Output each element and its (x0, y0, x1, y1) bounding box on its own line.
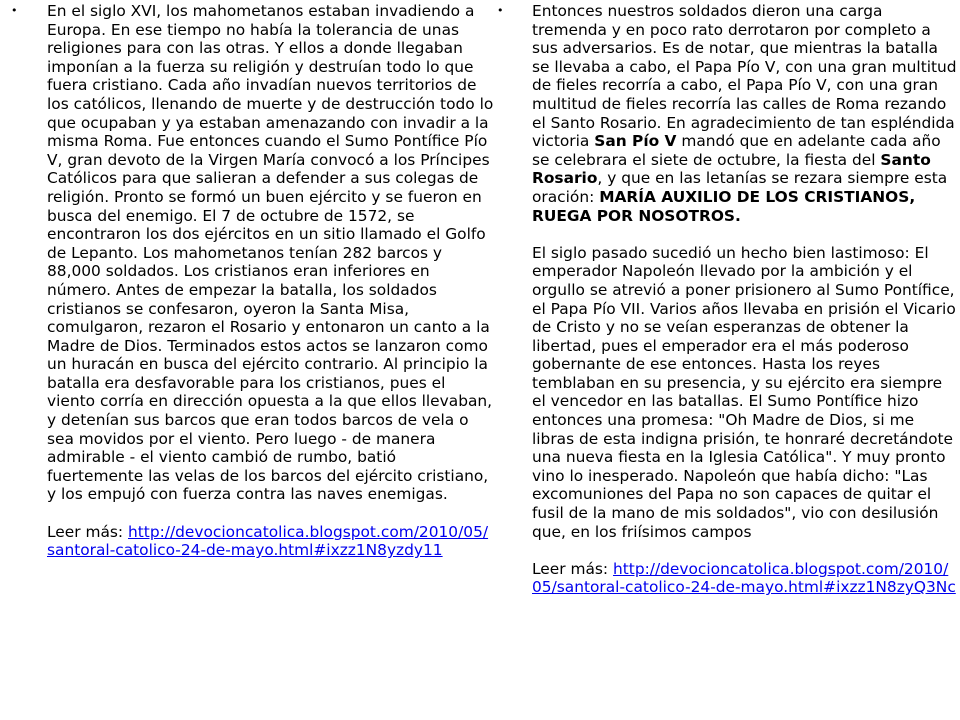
left-bullet-item (27, 2, 495, 560)
read-more-link-right[interactable]: http://devocioncatolica.blogspot.com/2010/05/santoral-catolico-24-de-mayo.html#ixzz1N8zyQ3Nc (532, 559, 956, 597)
read-more-right (532, 560, 958, 597)
read-more-link-left[interactable]: http://devocioncatolica.blogspot.com/2010/05/santoral-catolico-24-de-mayo.html#ixzz1N8yzdy11 (47, 522, 489, 560)
prayer-bold: MARÍA AUXILIO DE LOS CRISTIANOS, RUEGA POR NOSOTROS. (532, 187, 916, 225)
left-column (11, 2, 495, 560)
napoleon-paragraph: El siglo pasado sucedió un hecho bien lastimoso: El emperador Napoleón llevado por la ambición y el orgullo se atrevió a poner prisionero al Sumo Pontífice, el Papa Pío VII. Varios años llevaba en prisión el Vicario de Cristo y no se veían esperanzas de obtener la libertad, pues el emperador era el más poderoso gobernante de ese entonces. Hasta los reyes temblaban en su presencia, y su ejército era siempre el vencedor en las batallas. El Sumo Pontífice hizo entonces una promesa: "Oh Madre de Dios, si me libras de esta indigna prisión, te honraré decretándote una nueva fiesta en la Iglesia Católica". Y muy pronto vino lo inesperado. Napoleón que había dicho: "Las excomuniones del Papa no son capaces de quitar el fusil de la mano de mis soldados", vio con desilusión que, en los friísimos campos (532, 243, 956, 541)
read-more-label: Leer más: (532, 559, 609, 578)
victory-paragraph: Entonces nuestros soldados dieron una carga tremenda y en poco rato derrotaron por completo a sus adversarios. Es de notar, que mientras la batalla se llevaba a cabo, el Papa Pío V, con una gran multitud de fieles recorría a cabo, el Papa Pío V, con una gran multitud de fieles recorría las calles de Roma rezando el Santo Rosario. En agradecimiento de tan espléndida victoria San Pío V mandó que en adelante cada año se celebrara el siete de octubre, la fiesta del Santo Rosario, y que en las letanías se rezara siempre esta oración: MARÍA AUXILIO DE LOS CRISTIANOS, RUEGA POR NOSOTROS. (532, 2, 957, 225)
right-column (497, 2, 958, 597)
san-pio-v-bold: San Pío V (594, 132, 677, 151)
read-more-left (47, 523, 495, 560)
read-more-label: Leer más: (47, 522, 124, 541)
bullet-icon: • (497, 4, 504, 17)
bullet-icon: • (11, 4, 18, 17)
lepanto-paragraph: En el siglo XVI, los mahometanos estaban invadiendo a Europa. En ese tiempo no había la tolerancia de unas religiones para con las otras. Y ellos a donde llegaban imponían a la fuerza su religión y destruían todo lo que fuera cristiano. Cada año invadían nuevos territorios de los católicos, llenando de muerte y de destrucción todo lo que ocupaban y ya estaban amenazando con invadir a la misma Roma. Fue entonces cuando el Sumo Pontífice Pío V, gran devoto de la Virgen María convocó a los Príncipes Católicos para que salieran a defender a sus colegas de religión. Pronto se formó un buen ejército y se fueron en busca del enemigo. El 7 de octubre de 1572, se encontraron los dos ejércitos en un sitio llamado el Golfo de Lepanto. Los mahometanos tenían 282 barcos y 88,000 soldados. Los cristianos eran inferiores en número. Antes de empezar la batalla, los soldados cristianos se confesaron, oyeron la Santa Misa, comulgaron, rezaron el Rosario y entonaron un canto a la Madre de Dios. Terminados estos actos se lanzaron como un huracán en busca del ejército contrario. Al principio la batalla era desfavorable para los cristianos, pues el viento corría en dirección opuesta a la que ellos llevaban, y detenían sus barcos que eran todos barcos de vela o sea movidos por el viento. Pero luego - de manera admirable - el viento cambió de rumbo, batió fuertemente las velas de los barcos del ejército cristiano, y los empujó con fuerza contra las naves enemigas. (47, 2, 494, 504)
right-bullet-item (512, 2, 958, 597)
santo-rosario-bold: Santo Rosario (532, 150, 931, 188)
